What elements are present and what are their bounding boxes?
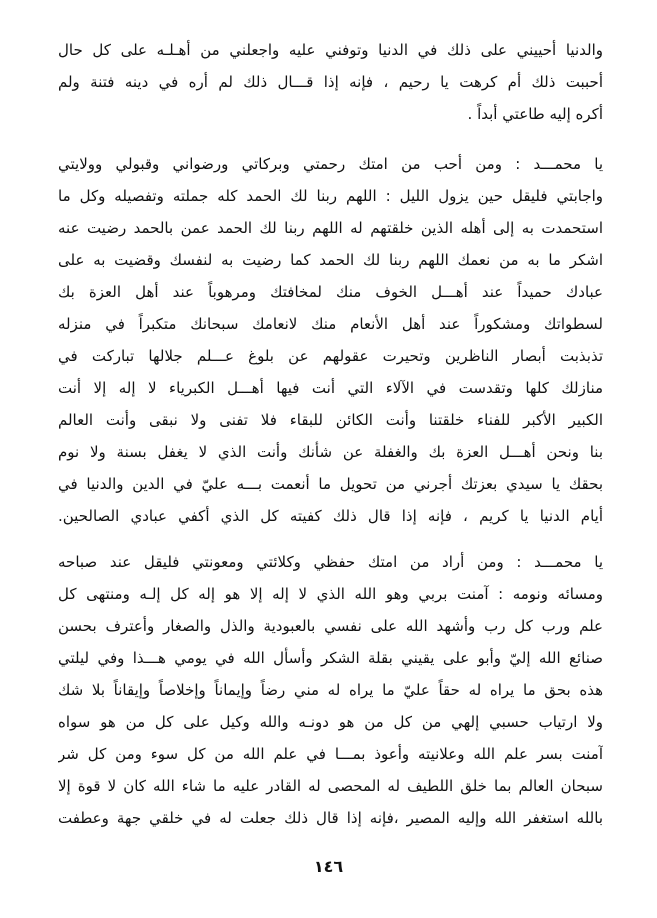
text-line: تذبذبت أبصار الناظرين وتحيرت عقولهم عن بلوغ عـــلم جلالها تباركت في xyxy=(58,347,603,365)
text-line: استحمدت به إلى أهله الذين خلقتهم له اللهم ربنا لك الحمد عمن بالحمد رضيت عنه xyxy=(58,219,603,237)
text-line: هذه بحق ما يراه له حقاً عليّ ما يراه له مني رضاً وإيماناً وإخلاصاً وإيقاناً بلا شك xyxy=(58,681,603,699)
paragraph-3 xyxy=(58,546,603,834)
text-line: منازلك كلها وتقدست في الآلاء التي أنت فيها أهـــل الكبرياء لا إله إلا أنت xyxy=(58,379,603,397)
text-line: بنا ونحن أهـــل العزة بك والغفلة عن شأنك وأنت الذي لا يغفل بسنة ولا نوم xyxy=(58,443,603,461)
paragraph-2 xyxy=(58,148,603,532)
text-line: عبادك حميداً عند أهـــل الخوف منك لمخافتك ومرهوباً عند أهل العزة بك xyxy=(58,283,603,301)
text-line: اشكر ما به من نعمك اللهم ربنا لك الحمد كما رضيت به لنفسك وقضيت به على xyxy=(58,251,603,269)
text-line: صنائع الله إليّ وأبو على يقيني بقلة الشكر وأسأل الله في يومي هـــذا وفي ليلتي xyxy=(58,649,603,667)
text-line: يا محمـــد : ومن أراد من امتك حفظي وكلائتي ومعونتي فليقل عند صباحه xyxy=(58,553,603,571)
text-line: واجابتي فليقل حين يزول الليل : اللهم ربنا لك الحمد كله جملته وتفصيله وكل ما xyxy=(58,187,603,205)
text-line: ولا ارتياب حسبي إلهي من كل من هو دونـه والله وكيل على كل من هو سواه xyxy=(58,713,603,731)
text-line: آمنت بسر علم الله وعلانيته وأعوذ بمـــا في علم الله من كل سوء ومن كل شر xyxy=(58,745,603,763)
paragraph-1 xyxy=(58,34,603,130)
page-number: ١٤٦ xyxy=(313,857,344,876)
text-line: أيام الدنيا يا كريم ، فإنه إذا قال ذلك كفيته كل الذي أكفي عبادي الصالحين. xyxy=(58,507,603,525)
text-line: أكره إليه طاعتي أبداً . xyxy=(467,105,603,123)
text-line: الكبير الأكبر للفناء خلقتنا وأنت الكائن للبقاء فلا تفنى ولا نبقى وأنت العالم xyxy=(58,411,603,429)
text-line: يا محمـــد : ومن أحب من امتك رحمتي وبركاتي ورضواني وقبولي وولايتي xyxy=(58,155,603,173)
text-line: لسطواتك ومشكوراً عند أهل الأنعام منك لانعامك سبحانك متكبراً في منزله xyxy=(58,315,603,333)
text-line: سبحان العالم بما خلق اللطيف له المحصى له القادر عليه ما شاء الله كان لا قوة إلا xyxy=(58,777,603,795)
text-line: بالله استغفر الله وإليه المصير ،فإنه إذا قال ذلك جعلت له في خلقي جهة وعطفت xyxy=(58,809,603,827)
text-line: علم ورب كل رب وأشهد الله على نفسي بالعبودية والذل والصغار وأعترف بحسن xyxy=(58,617,603,635)
text-line: والدنيا أحييني على ذلك في الدنيا وتوفني عليه واجعلني من أهـلـه على كل حال xyxy=(58,41,603,59)
text-line: ومسائه ونومه : آمنت بربي وهو الله الذي لا إله إلا هو إله كل إلـه ومنتهى كل xyxy=(58,585,603,603)
text-line: أحببت ذلك أم كرهت يا رحيم ، فإنه إذا قـــال ذلك لم أره في دينه فتنة ولم xyxy=(58,73,603,91)
text-line: بحقك يا سيدي بعزتك أجرني من تحويل ما أنعمت بـــه عليّ في الدين والدنيا في xyxy=(58,475,603,493)
